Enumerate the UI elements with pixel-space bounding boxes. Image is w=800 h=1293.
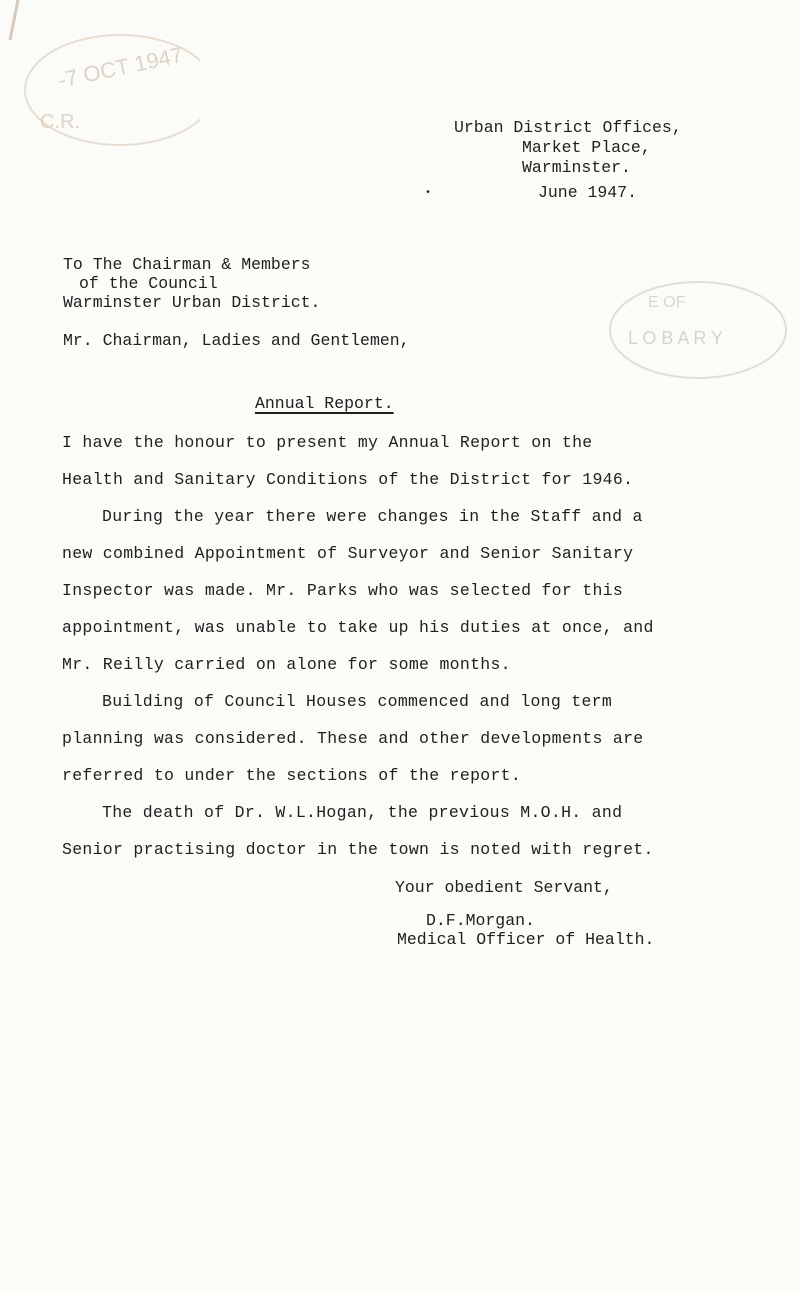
report-title: Annual Report. <box>255 394 394 413</box>
valediction: Your obedient Servant, <box>395 878 613 897</box>
recipient-block <box>63 255 320 312</box>
letter-date: June 1947. <box>538 183 638 202</box>
salutation: Mr. Chairman, Ladies and Gentlemen, <box>63 331 410 350</box>
body-line: referred to under the sections of the report. <box>62 766 522 785</box>
svg-text:E OF: E OF <box>648 294 686 311</box>
body-line: planning was considered. These and other developments are <box>62 729 644 748</box>
svg-text:L O B A R Y: L O B A R Y <box>628 328 724 348</box>
body-line: Inspector was made. Mr. Parks who was selected for this <box>62 581 624 600</box>
body-line: appointment, was unable to take up his duties at once, and <box>62 618 654 637</box>
body-line: During the year there were changes in the Staff and a <box>102 507 643 526</box>
body-line: I have the honour to present my Annual Report on the <box>62 433 593 452</box>
body-line: The death of Dr. W.L.Hogan, the previous M.O.H. and <box>102 803 623 822</box>
stamp-right <box>598 272 788 392</box>
address-line-2: Market Place, <box>522 138 651 157</box>
body-line: Mr. Reilly carried on alone for some months. <box>62 655 511 674</box>
body-line: new combined Appointment of Surveyor and Senior Sanitary <box>62 544 634 563</box>
recipient-line-3: Warminster Urban District. <box>63 293 321 312</box>
address-line-1: Urban District Offices, <box>454 118 682 137</box>
received-stamp-top-left <box>0 0 200 150</box>
body-line: Health and Sanitary Conditions of the District for 1946. <box>62 470 634 489</box>
svg-text:-7 OCT 1947: -7 OCT 1947 <box>55 42 186 93</box>
body-line: Senior practising doctor in the town is noted with regret. <box>62 840 654 859</box>
recipient-line-1: To The Chairman & Members <box>63 255 311 274</box>
address-line-3: Warminster. <box>522 158 631 177</box>
sender-address <box>454 118 682 178</box>
recipient-line-2: of the Council <box>79 274 218 293</box>
svg-text:C.R.: C.R. <box>40 111 80 133</box>
body-line: Building of Council Houses commenced and long term <box>102 692 613 711</box>
signatory-position: Medical Officer of Health. <box>397 930 655 949</box>
bullet-mark: • <box>425 188 432 199</box>
signatory-name: D.F.Morgan. <box>426 911 535 930</box>
letter-body <box>62 424 744 868</box>
